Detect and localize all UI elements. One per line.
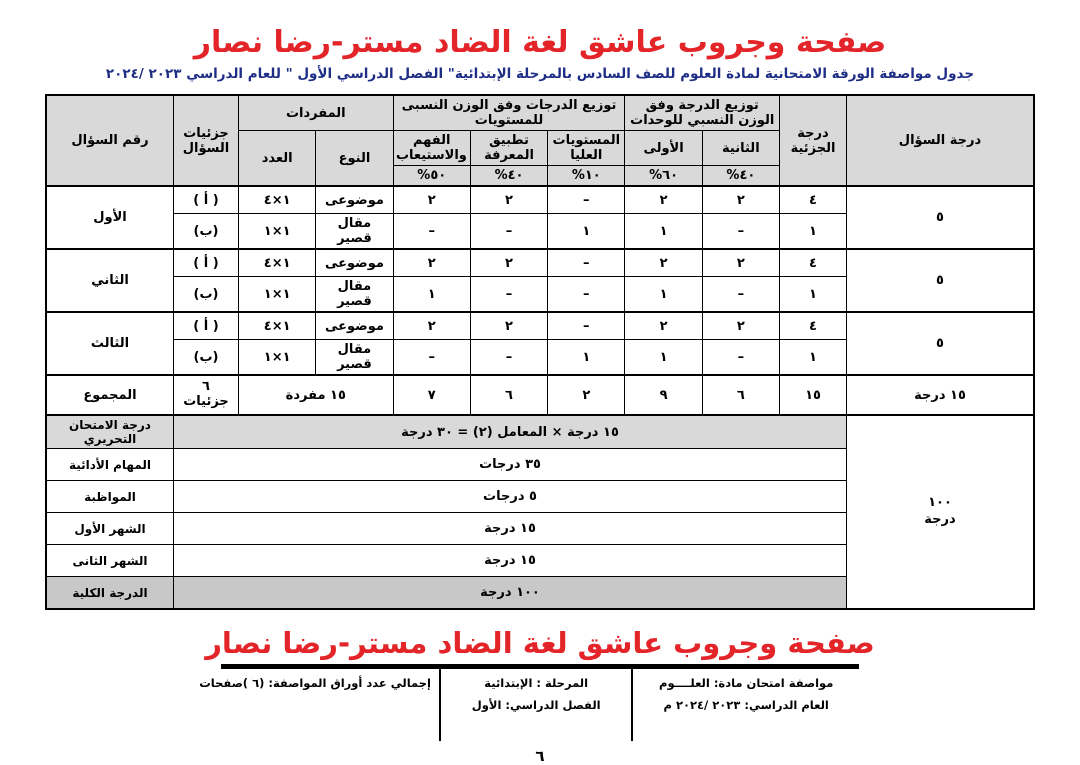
summary-value-written-exam: ١٥ درجة × المعامل (٢) = ٣٠ درجة: [174, 415, 847, 449]
unit-second-value: ٢: [702, 312, 779, 340]
summary-label-grand-total: الدرجة الكلية: [46, 577, 174, 610]
header-level-comprehension: الفهم والاستيعاب: [393, 131, 470, 166]
item-type-value: مقال قصير: [316, 277, 393, 313]
question-number-value: الثاني: [46, 249, 174, 312]
total-unit-second: ٦: [702, 375, 779, 415]
item-type-value: موضوعى: [316, 312, 393, 340]
header-question-parts: جزئيات السؤال: [174, 95, 239, 186]
item-type-value: مقال قصير: [316, 214, 393, 250]
level-comprehension-value: –: [393, 214, 470, 250]
unit-second-value: –: [702, 340, 779, 376]
percent-unit-first: ٦٠%: [625, 166, 702, 187]
specification-table: [45, 94, 1035, 610]
level-application-value: –: [470, 277, 547, 313]
summary-value-first-month: ١٥ درجة: [174, 513, 847, 545]
partial-mark-value: ٤: [780, 186, 847, 214]
question-part-label: ( أ ): [174, 249, 239, 277]
header-partial-mark: درجة الجزئية: [780, 95, 847, 186]
table-total-row: [46, 375, 1034, 415]
header-items-count: العدد: [239, 131, 316, 187]
header-units-group: توزيع الدرجة وفق الوزن النسبي للوحدات: [625, 95, 780, 131]
unit-second-value: –: [702, 277, 779, 313]
question-part-label: (ب): [174, 277, 239, 313]
level-comprehension-value: ٢: [393, 249, 470, 277]
percent-level-higher: ١٠%: [548, 166, 625, 187]
item-count-value: ١×١: [239, 214, 316, 250]
question-mark-value: ٥: [847, 249, 1035, 312]
level-application-value: –: [470, 340, 547, 376]
footer-term: الفصل الدراسي: الأول: [471, 697, 601, 712]
level-higher-value: –: [548, 277, 625, 313]
specification-table-container: [45, 94, 1035, 610]
summary-label-performance-tasks: المهام الأدائية: [46, 449, 174, 481]
header-items-group: المفردات: [239, 95, 394, 131]
summary-label-written-exam: درجة الامتحان التحريري: [46, 415, 174, 449]
footer-academic-year: العام الدراسي: ٢٠٢٣ /٢٠٢٤ م: [663, 697, 829, 712]
footer-stage-block: [439, 669, 633, 741]
total-parts-word: جزئيات: [183, 394, 229, 409]
summary-label-attendance: المواظبة: [46, 481, 174, 513]
header-question-mark: درجة السؤال: [847, 95, 1035, 186]
footer-pages-block: [199, 669, 439, 741]
level-higher-value: ١: [548, 214, 625, 250]
summary-value-attendance: ٥ درجات: [174, 481, 847, 513]
question-part-label: (ب): [174, 340, 239, 376]
header-question-number: رقم السؤال: [46, 95, 174, 186]
footer-stage: المرحلة : الإبتدائية: [484, 676, 589, 690]
unit-first-value: ٢: [625, 312, 702, 340]
item-count-value: ١×٤: [239, 186, 316, 214]
total-unit-first: ٩: [625, 375, 702, 415]
partial-mark-value: ١: [780, 277, 847, 313]
level-higher-value: ١: [548, 340, 625, 376]
percent-level-application: ٤٠%: [470, 166, 547, 187]
header-unit-first: الأولى: [625, 131, 702, 166]
partial-mark-value: ١: [780, 340, 847, 376]
unit-second-value: –: [702, 214, 779, 250]
footer-total-pages: إجمالي عدد أوراق المواصفة: (٦ )صفحات: [199, 676, 431, 690]
question-number-value: الثالث: [46, 312, 174, 375]
unit-second-value: ٢: [702, 249, 779, 277]
level-comprehension-value: ٢: [393, 312, 470, 340]
unit-first-value: ٢: [625, 186, 702, 214]
summary-label-first-month: الشهر الأول: [46, 513, 174, 545]
item-count-value: ١×١: [239, 340, 316, 376]
grand-total-word: درجة: [924, 512, 956, 527]
footer-subject-block: [633, 669, 859, 741]
footer-title: صفحة وجروب عاشق لغة الضاد مستر-رضا نصار: [205, 626, 875, 660]
header-levels-group: توزيع الدرجات وفق الوزن النسبى للمستويات: [393, 95, 625, 131]
question-part-label: ( أ ): [174, 312, 239, 340]
partial-mark-value: ١: [780, 214, 847, 250]
question-mark-value: ٥: [847, 312, 1035, 375]
table-header-row-1: [46, 95, 1034, 131]
unit-first-value: ١: [625, 277, 702, 313]
footer-subject: مواصفة امتحان مادة: العلــــوم: [659, 676, 834, 690]
item-count-value: ١×١: [239, 277, 316, 313]
level-application-value: ٢: [470, 186, 547, 214]
total-level-higher: ٢: [548, 375, 625, 415]
summary-label-second-month: الشهر الثانى: [46, 545, 174, 577]
item-type-value: موضوعى: [316, 186, 393, 214]
header-level-application: تطبيق المعرفة: [470, 131, 547, 166]
table-row: [46, 249, 1034, 277]
partial-mark-value: ٤: [780, 249, 847, 277]
question-part-label: ( أ ): [174, 186, 239, 214]
total-partial-mark: ١٥: [780, 375, 847, 415]
total-parts: [174, 375, 239, 415]
grand-total-mark: [847, 415, 1035, 609]
total-label: المجموع: [46, 375, 174, 415]
unit-first-value: ١: [625, 340, 702, 376]
unit-second-value: ٢: [702, 186, 779, 214]
level-application-value: ٢: [470, 312, 547, 340]
item-type-value: مقال قصير: [316, 340, 393, 376]
partial-mark-value: ٤: [780, 312, 847, 340]
level-comprehension-value: –: [393, 340, 470, 376]
question-mark-value: ٥: [847, 186, 1035, 249]
unit-first-value: ١: [625, 214, 702, 250]
summary-row: [46, 415, 1034, 449]
header-unit-second: الثانية: [702, 131, 779, 166]
question-part-label: (ب): [174, 214, 239, 250]
footer-columns: [199, 669, 859, 741]
percent-unit-second: ٤٠%: [702, 166, 779, 187]
item-type-value: موضوعى: [316, 249, 393, 277]
total-level-comprehension: ٧: [393, 375, 470, 415]
total-level-application: ٦: [470, 375, 547, 415]
question-number-value: الأول: [46, 186, 174, 249]
total-question-mark: ١٥ درجة: [847, 375, 1035, 415]
table-row: [46, 186, 1034, 214]
level-application-value: ٢: [470, 249, 547, 277]
page-subtitle: جدول مواصفة الورقة الامتحانية لمادة العلوم للصف السادس بالمرحلة الإبتدائية" الفصل الدراسي الأول " للعام الدراسي ٢٠٢٣ /٢٠٢٤: [105, 66, 975, 82]
percent-level-comprehension: ٥٠%: [393, 166, 470, 187]
level-application-value: –: [470, 214, 547, 250]
total-items: ١٥ مفردة: [239, 375, 394, 415]
total-parts-count: ٦: [202, 379, 210, 395]
grand-total-number: ١٠٠: [928, 495, 952, 511]
header-items-type: النوع: [316, 131, 393, 187]
summary-value-grand-total: ١٠٠ درجة: [174, 577, 847, 610]
item-count-value: ١×٤: [239, 312, 316, 340]
page-title: صفحة وجروب عاشق لغة الضاد مستر-رضا نصار: [193, 25, 887, 60]
level-comprehension-value: ١: [393, 277, 470, 313]
level-higher-value: –: [548, 186, 625, 214]
level-higher-value: –: [548, 312, 625, 340]
level-comprehension-value: ٢: [393, 186, 470, 214]
summary-value-performance-tasks: ٣٥ درجات: [174, 449, 847, 481]
summary-value-second-month: ١٥ درجة: [174, 545, 847, 577]
item-count-value: ١×٤: [239, 249, 316, 277]
level-higher-value: –: [548, 249, 625, 277]
unit-first-value: ٢: [625, 249, 702, 277]
table-row: [46, 312, 1034, 340]
header-level-higher: المستويات العليا: [548, 131, 625, 166]
page-number: ٦: [535, 747, 545, 765]
